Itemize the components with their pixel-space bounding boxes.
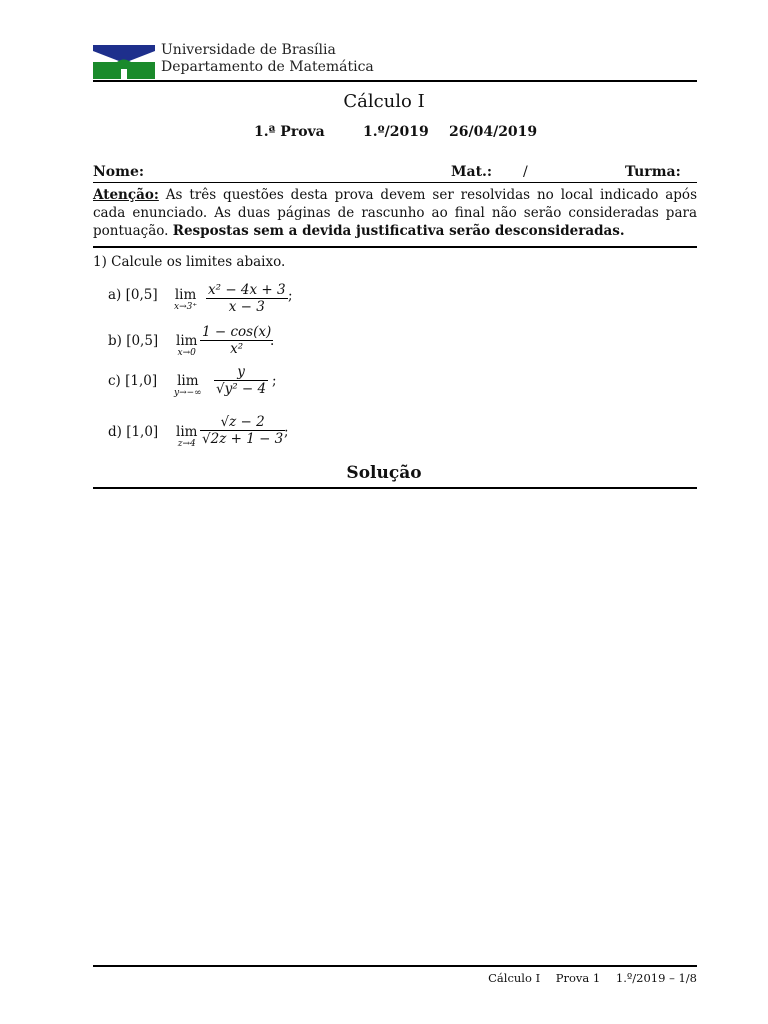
denominator: √y² − 4 (216, 381, 267, 397)
fraction (200, 324, 273, 357)
name-label: Nome: (93, 164, 145, 180)
numerator: 1 − cos(x) (202, 324, 272, 340)
denominator: x − 3 (228, 299, 265, 315)
limit-operator: lim z→4 (176, 424, 198, 449)
attention-label: Atenção: (93, 187, 159, 203)
numerator: x² − 4x + 3 (208, 282, 286, 298)
limit-operator: lim x→3⁺ (174, 287, 198, 312)
question-item-a: a) [0,5] lim x→3⁺ x² − 4x + 3 x − 3 ; (108, 282, 293, 315)
header-rule (93, 80, 697, 82)
limit-subscript: z→4 (177, 439, 196, 449)
limit-subscript: x→3⁺ (174, 302, 198, 312)
question-item-b: b) [0,5] lim x→0 1 − cos(x) x² . (108, 324, 275, 358)
exam-label: 1.ª Prova (254, 124, 325, 140)
footer-page: 1.º/2019 – 1/8 (615, 971, 697, 985)
solution-rule (93, 487, 697, 489)
fraction (206, 282, 288, 315)
unb-logo (93, 45, 155, 79)
institution-name: Universidade de Brasília (161, 42, 336, 58)
item-label: d) [1,0] (108, 424, 159, 440)
mat-label: Mat.: (451, 164, 493, 180)
institution-block (161, 42, 374, 76)
footer-course: Cálculo I (488, 971, 541, 985)
question-1-prompt: 1) Calcule os limites abaixo. (93, 254, 286, 270)
department-name: Departamento de Matemática (161, 59, 374, 75)
student-fields (93, 164, 697, 182)
solution-heading: Solução (346, 463, 422, 483)
question-item-c: c) [1,0] lim y→−∞ y √y² − 4 ; (108, 364, 277, 398)
limit-subscript: y→−∞ (174, 388, 202, 398)
numerator: √z − 2 (220, 414, 265, 430)
numerator: y (237, 364, 245, 380)
item-label: b) [0,5] (108, 333, 159, 349)
exam-term: 1.º/2019 (363, 124, 429, 140)
footer-rule (93, 965, 697, 967)
class-label: Turma: (625, 164, 681, 180)
footer-exam: Prova 1 (555, 971, 601, 985)
limit-subscript: x→0 (177, 348, 196, 358)
attention-bold-text: Respostas sem a devida justificativa serão desconsideradas. (172, 223, 625, 239)
item-label: a) [0,5] (108, 287, 158, 303)
denominator: √2z + 1 − 3 (202, 431, 284, 447)
fraction (200, 414, 285, 447)
denominator: x² (230, 341, 244, 357)
attention-rule (93, 246, 697, 248)
mat-separator: / (523, 164, 528, 180)
attention-text: As três questões desta prova devem ser resolvidas no local indicado após cada enunciado. As duas páginas de rascunho ao final não serão consideradas para pontuação. (93, 187, 697, 239)
course-title: Cálculo I (343, 91, 425, 112)
attention-notice (93, 186, 697, 240)
limit-operator: lim x→0 (176, 333, 198, 358)
limit-operator: lim y→−∞ (174, 373, 202, 398)
name-rule (93, 182, 697, 183)
footer (93, 971, 697, 985)
fraction (214, 364, 268, 397)
exam-date: 26/04/2019 (449, 124, 538, 140)
question-item-d: d) [1,0] lim z→4 √z − 2 √2z + 1 − 3 ; (108, 414, 289, 449)
item-label: c) [1,0] (108, 373, 158, 389)
